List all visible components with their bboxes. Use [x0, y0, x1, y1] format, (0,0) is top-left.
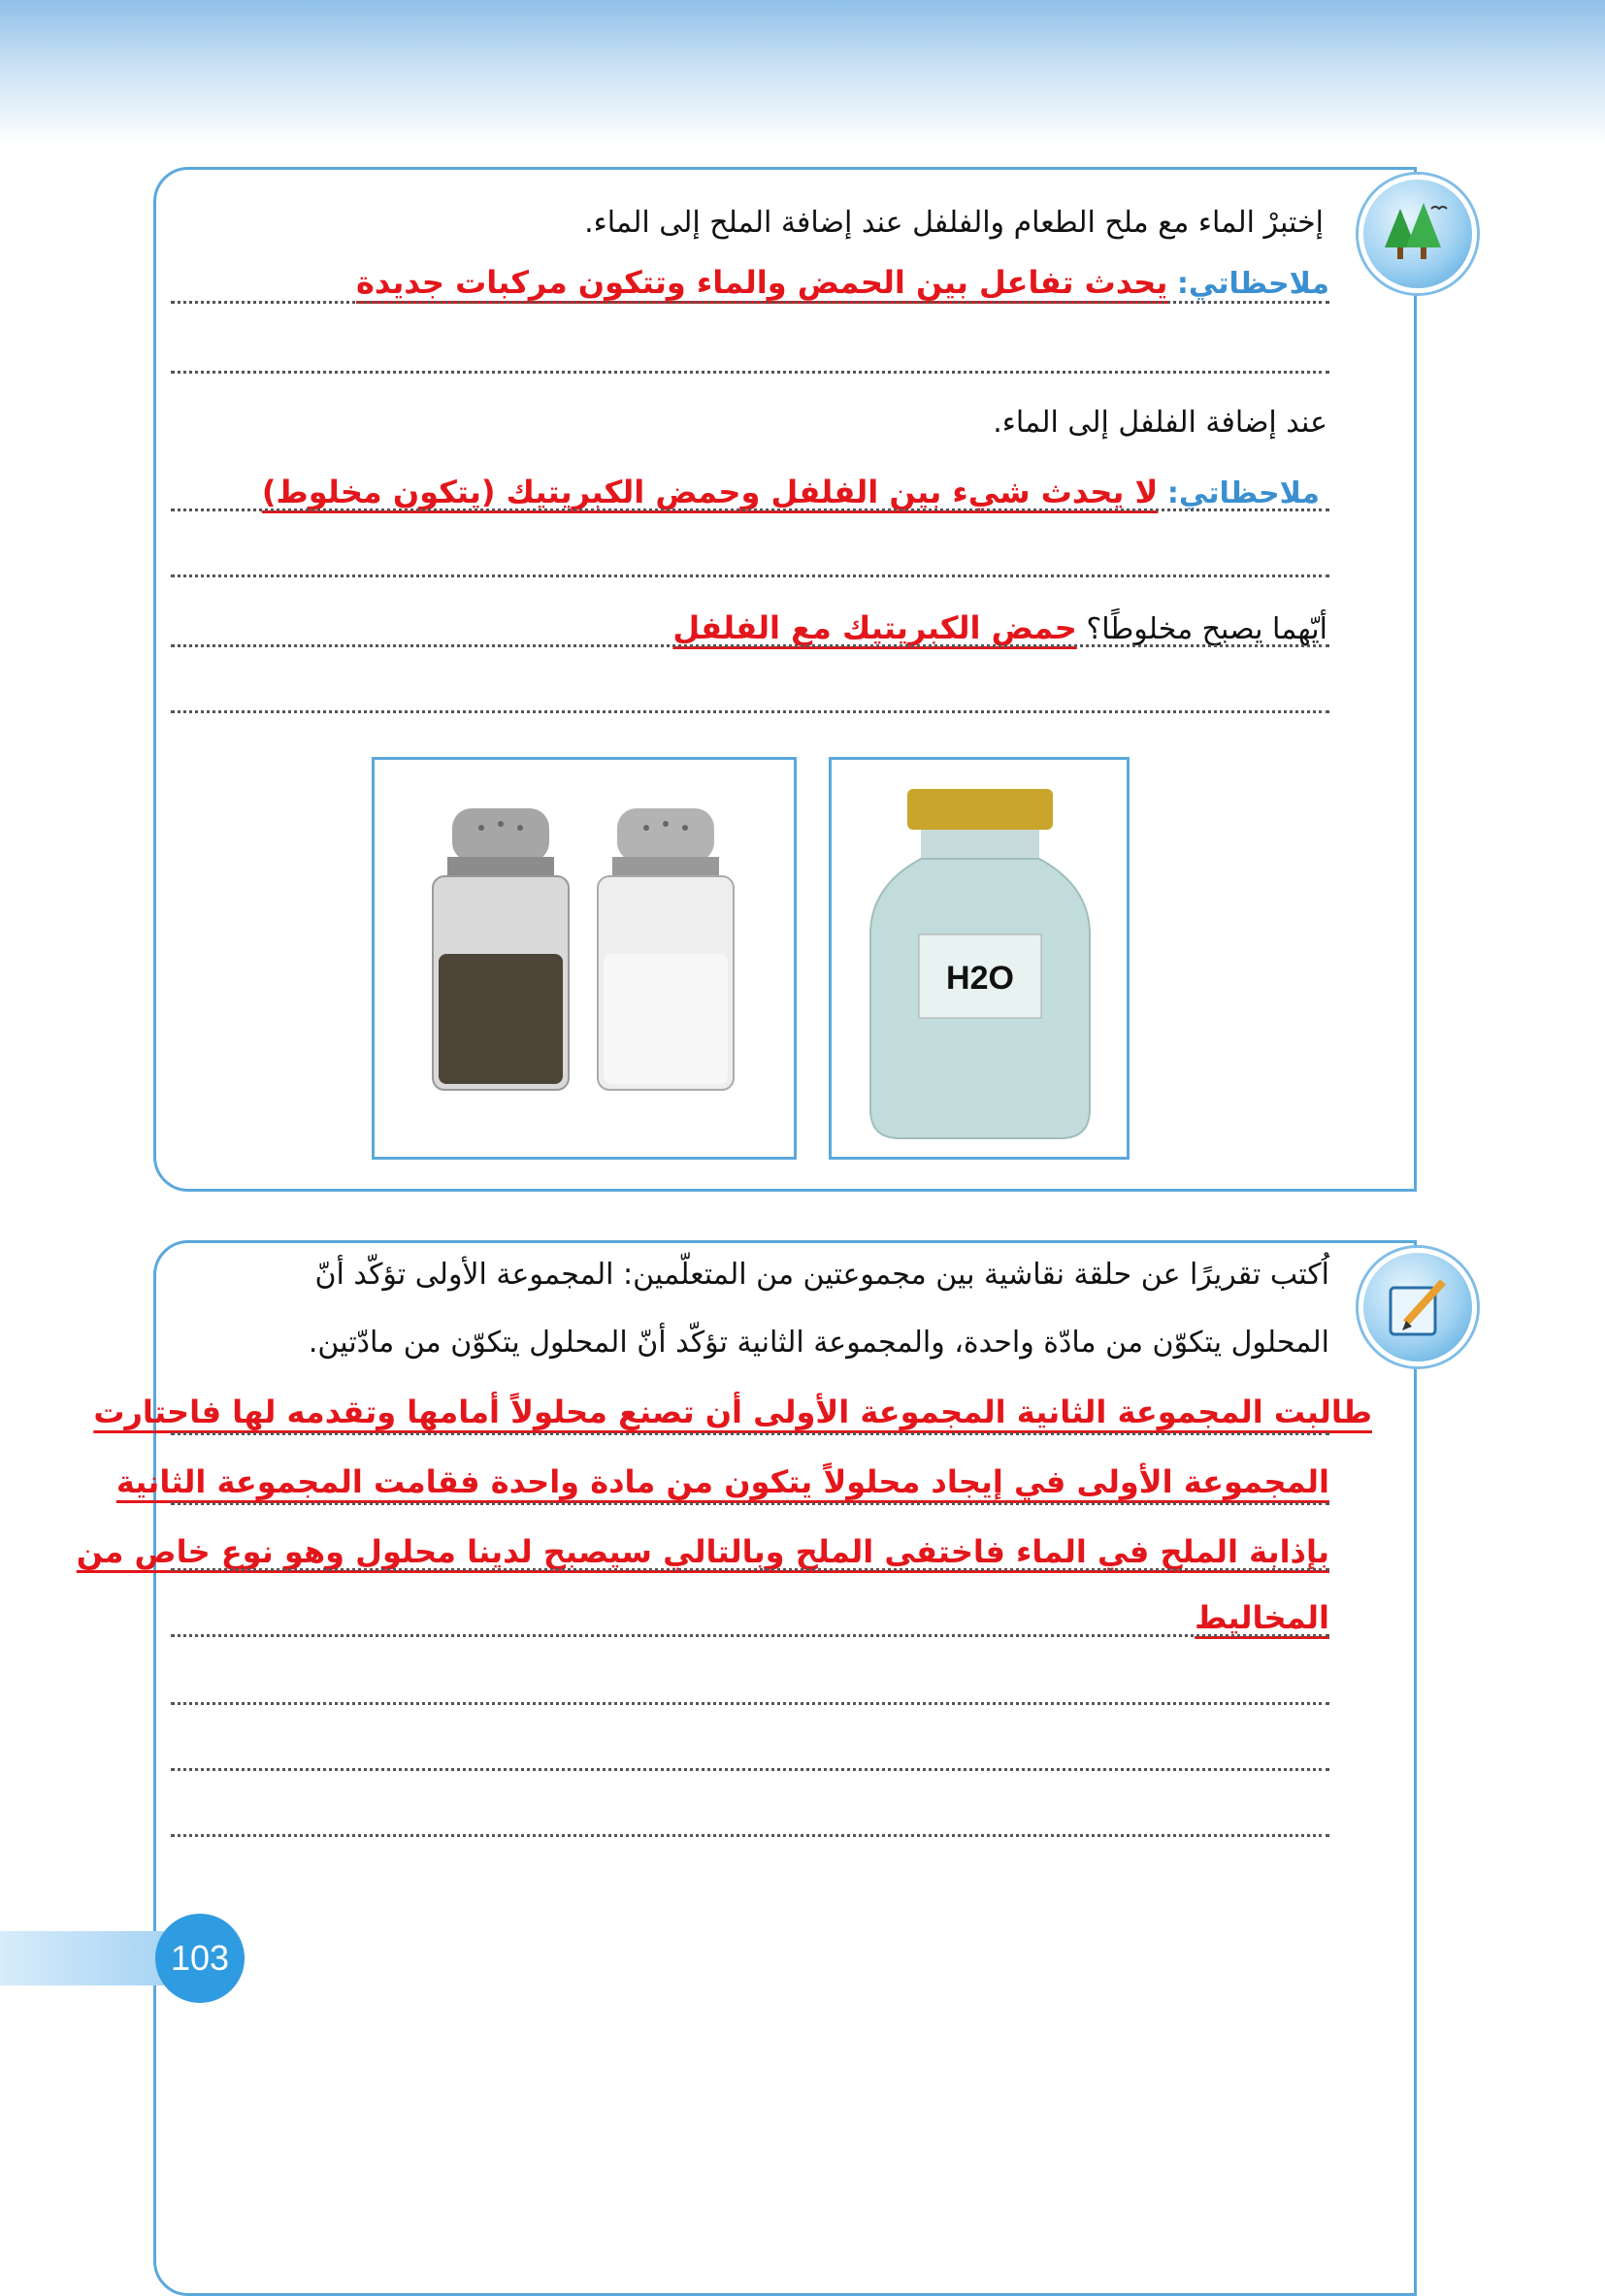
report-answer-line-1: طالبت المجموعة الثانية المجموعة الأولى أن تصنع محلولاً أمامها وتقدمه لها فاحتارت: [93, 1394, 1372, 1430]
answer-line: [171, 574, 1329, 577]
answer-3: حمض الكبريتيك مع الفلفل: [672, 609, 1077, 646]
page-number: 103: [155, 1914, 245, 2003]
water-bottle-image: [829, 757, 1130, 1160]
answer-line: [171, 644, 1329, 647]
question-text: أيّهما يصبح مخلوطًا؟: [1086, 612, 1327, 646]
page-header-band: [0, 0, 1605, 146]
answer-line: [171, 301, 1329, 304]
answer-line: [171, 1432, 1329, 1435]
answer-line: [171, 371, 1329, 374]
answer-line: [171, 1702, 1329, 1705]
note-line-2: [262, 474, 1320, 510]
answer-1: يحدث تفاعل بين الحمض والماء وتتكون مركبات جديدة: [356, 264, 1168, 301]
report-answer-line-2: المجموعة الأولى في إيجاد محلولاً يتكون من مادة واحدة فقامت المجموعة الثانية: [115, 1463, 1329, 1500]
question-line: [672, 609, 1327, 646]
answer-line: [171, 1502, 1329, 1505]
instruction-text: إختبرْ الماء مع ملح الطعام والفلفل عند إضافة الملح إلى الماء.: [584, 206, 1324, 240]
pencil-note-icon: [1359, 1248, 1477, 1366]
notes-label: ملاحظاتي:: [1166, 476, 1320, 510]
trees-activity-icon: [1359, 175, 1477, 293]
sub-instruction-text: عند إضافة الفلفل إلى الماء.: [993, 406, 1327, 440]
report-answer-line-3: بإذابة الملح في الماء فاختفى الملح وبالتالي سيصبح لدينا محلول وهو نوع خاص من: [76, 1533, 1329, 1570]
report-prompt-line-2: المحلول يتكوّن من مادّة واحدة، والمجموعة الثانية تؤكّد أنّ المحلول يتكوّن من مادّتين.: [308, 1326, 1329, 1360]
note-line-1: [356, 264, 1329, 301]
notes-label: ملاحظاتي:: [1176, 267, 1329, 301]
answer-line: [171, 1768, 1329, 1771]
salt-pepper-image: [372, 757, 797, 1160]
answer-line: [171, 508, 1329, 511]
report-prompt-line-1: اُكتب تقريرًا عن حلقة نقاشية بين مجموعتين من المتعلّمين: المجموعة الأولى تؤكّد أنّ: [314, 1258, 1329, 1292]
report-answer-line-4: المخاليط: [1195, 1599, 1329, 1636]
water-label: H2O: [946, 960, 1014, 997]
answer-line: [171, 1634, 1329, 1637]
answer-line: [171, 710, 1329, 713]
answer-line: [171, 1568, 1329, 1571]
answer-line: [171, 1834, 1329, 1837]
answer-2: لا يحدث شيء بين الفلفل وحمض الكبريتيك (يتكون مخلوط): [261, 474, 1159, 510]
